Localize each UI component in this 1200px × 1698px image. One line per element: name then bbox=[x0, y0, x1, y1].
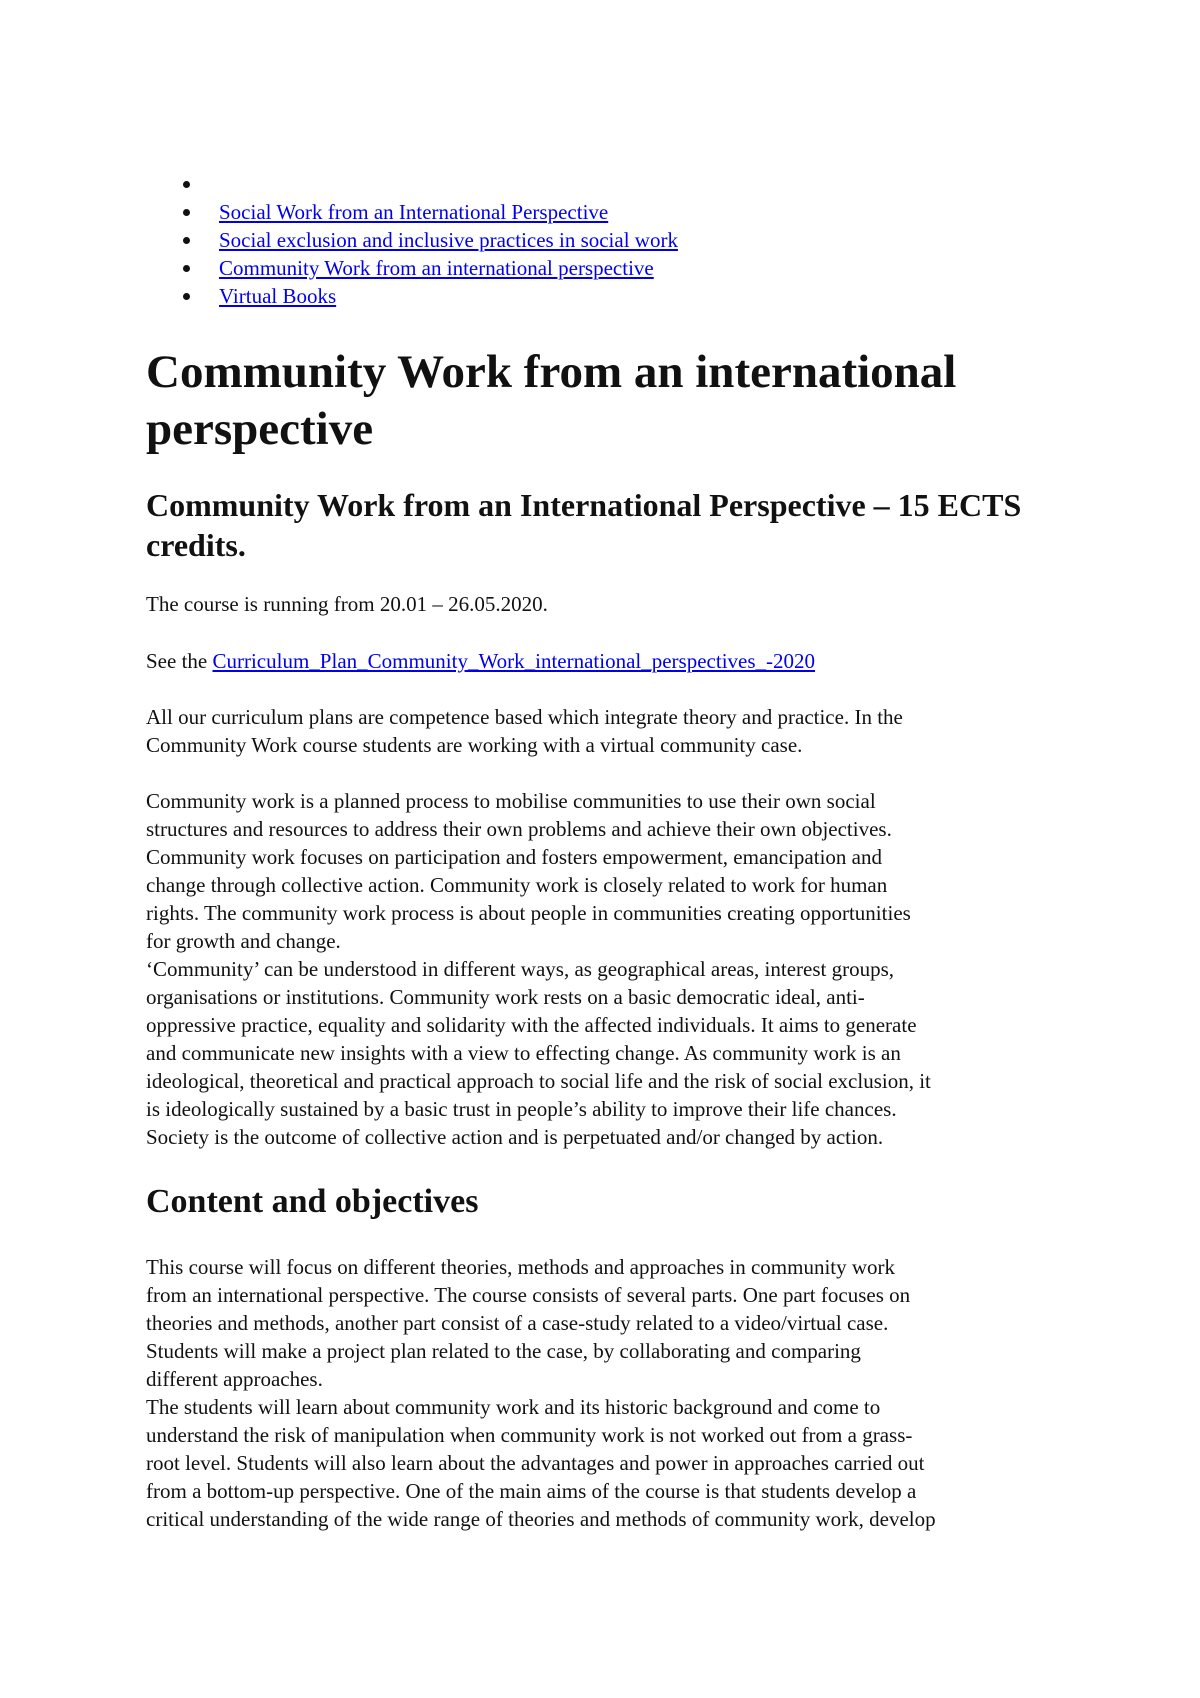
text-line: is ideologically sustained by a basic trust in people’s ability to improve their life chances. bbox=[146, 1097, 897, 1121]
nav-link-social-work[interactable]: Social Work from an International Perspective bbox=[219, 200, 609, 224]
nav-item-social-work bbox=[146, 198, 1066, 226]
text-line: ‘Community’ can be understood in different ways, as geographical areas, interest groups, bbox=[146, 957, 895, 981]
text-line: Students will make a project plan related to the case, by collaborating and comparing bbox=[146, 1339, 861, 1363]
nav-link-virtual-books[interactable]: Virtual Books bbox=[219, 284, 337, 308]
text-line: theories and methods, another part consist of a case-study related to a video/virtual case. bbox=[146, 1311, 889, 1335]
nav-link-community-work[interactable]: Community Work from an international perspective bbox=[219, 256, 654, 280]
text-line: rights. The community work process is about people in communities creating opportunities bbox=[146, 901, 911, 925]
text-line: This course will focus on different theories, methods and approaches in community work bbox=[146, 1255, 896, 1279]
text-line: structures and resources to address their own problems and achieve their own objectives. bbox=[146, 817, 892, 841]
definition-paragraph bbox=[146, 787, 1066, 1151]
text-line: ideological, theoretical and practical approach to social life and the risk of social exclusion, it bbox=[146, 1069, 931, 1093]
document-page bbox=[146, 170, 1066, 1531]
text-line: different approaches. bbox=[146, 1367, 323, 1391]
nav-item-community-work bbox=[146, 254, 1066, 282]
text-line: Community work is a planned process to mobilise communities to use their own social bbox=[146, 789, 876, 813]
nav-link-social-exclusion[interactable]: Social exclusion and inclusive practices in social work bbox=[219, 228, 678, 252]
text-line: critical understanding of the wide range of theories and methods of community work, develop bbox=[146, 1507, 936, 1531]
bullet-icon bbox=[183, 209, 190, 216]
text-line: change through collective action. Community work is closely related to work for human bbox=[146, 873, 888, 897]
text-line: The students will learn about community work and its historic background and come to bbox=[146, 1395, 881, 1419]
course-dates: The course is running from 20.01 – 26.05.2020. bbox=[146, 592, 548, 616]
text-line: from an international perspective. The course consists of several parts. One part focuses on bbox=[146, 1283, 911, 1307]
course-subtitle: Community Work from an International Perspective – 15 ECTS credits. bbox=[146, 487, 1022, 563]
text-line: Community Work course students are working with a virtual community case. bbox=[146, 733, 803, 757]
curriculum-paragraph bbox=[146, 647, 1066, 675]
curriculum-prefix: See the bbox=[146, 649, 213, 673]
text-line: oppressive practice, equality and solidarity with the affected individuals. It aims to generate bbox=[146, 1013, 917, 1037]
nav-item-empty bbox=[146, 170, 1066, 198]
text-line: and communicate new insights with a view to effecting change. As community work is an bbox=[146, 1041, 901, 1065]
curriculum-plans-paragraph bbox=[146, 703, 1066, 759]
text-line: All our curriculum plans are competence based which integrate theory and practice. In the bbox=[146, 705, 903, 729]
bullet-icon bbox=[183, 293, 190, 300]
text-line: Society is the outcome of collective action and is perpetuated and/or changed by action. bbox=[146, 1125, 884, 1149]
bullet-icon bbox=[183, 181, 190, 188]
text-line: for growth and change. bbox=[146, 929, 341, 953]
section-heading-content-objectives: Content and objectives bbox=[146, 1183, 479, 1220]
nav-list bbox=[146, 170, 1066, 310]
text-line: organisations or institutions. Community work rests on a basic democratic ideal, anti- bbox=[146, 985, 865, 1009]
curriculum-plan-link[interactable]: Curriculum_Plan_Community_Work_international_perspectives_-2020 bbox=[212, 649, 816, 673]
bullet-icon bbox=[183, 237, 190, 244]
bullet-icon bbox=[183, 265, 190, 272]
text-line: from a bottom-up perspective. One of the main aims of the course is that students develop a bbox=[146, 1479, 917, 1503]
nav-item-social-exclusion bbox=[146, 226, 1066, 254]
page-title: Community Work from an international perspective bbox=[146, 346, 957, 455]
nav-item-virtual-books bbox=[146, 282, 1066, 310]
text-line: root level. Students will also learn about the advantages and power in approaches carried out bbox=[146, 1451, 925, 1475]
text-line: Community work focuses on participation and fosters empowerment, emancipation and bbox=[146, 845, 882, 869]
text-line: understand the risk of manipulation when community work is not worked out from a grass- bbox=[146, 1423, 913, 1447]
course-description-paragraph bbox=[146, 1253, 1066, 1533]
